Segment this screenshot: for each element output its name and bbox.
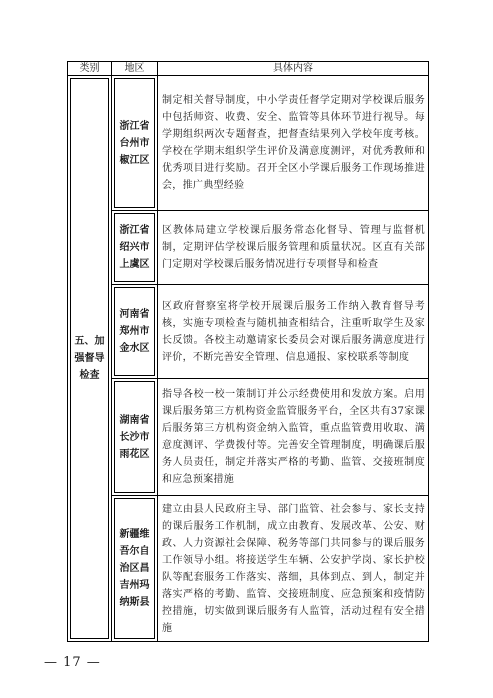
region-cell <box>112 496 158 642</box>
category-cell <box>68 76 112 642</box>
region-label: 湖南省长沙市雨花区 <box>119 414 150 460</box>
content-cell <box>158 76 429 211</box>
region-label: 新疆维吾尔自治区昌吉州玛纳斯县 <box>119 529 150 608</box>
region-label: 浙江省绍兴市上虞区 <box>119 225 150 270</box>
table-row <box>68 379 429 496</box>
content-cell <box>158 496 429 642</box>
table-row <box>68 496 429 642</box>
content-text: 指导各校一校一策制订并公示经费使用和发放方案。启用课后服务第三方机构资金监管服务平台，全区共有37家课后服务第三方机构资金纳入监管，重点监管费用收取、满意度测评、学费拨付等。完善安全管理制度，明确课后服务人员责任，制定并落实严格的考勤、监管、交接班制度和应急预案措施 <box>162 389 425 485</box>
header-region: 地区 <box>112 62 158 76</box>
region-cell <box>112 76 158 211</box>
table-row <box>68 285 429 379</box>
region-cell <box>112 379 158 496</box>
table-header-row <box>68 62 429 76</box>
content-cell <box>158 285 429 379</box>
content-text: 建立由县人民政府主导、部门监管、社会参与、家长支持的课后服务工作机制，成立由教育、发展改革、公安、财政、人力资源社会保障、税务等部门共同参与的课后服务工作领导小组。将接送学生车辆、公安护学岗、家长护校队等配套服务工作落实、落细，具体到点、到人，制定并落实严格的考勤、监管、交接班制度、应急预案和疫情防控措施，切实做到课后服务有人监管，活动过程有安全措施 <box>162 503 425 634</box>
table-row <box>68 76 429 211</box>
content-text: 制定相关督导制度，中小学责任督学定期对学校课后服务中包括师资、收费、安全、监管等具体环节进行视导。每学期组织两次专题督查，把督查结果列入学校年度考核。学校在学期末组织学生评价及满意度测评，对优秀教师和优秀项目进行奖励。召开全区小学课后服务工作现场推进会，推广典型经验 <box>162 95 425 191</box>
content-cell <box>158 379 429 496</box>
table-row <box>68 211 429 285</box>
region-label: 河南省郑州市金水区 <box>119 309 150 354</box>
content-text: 区教体局建立学校课后服务常态化督导、管理与监督机制，定期评估学校课后服务管理和质量状况。区直有关部门定期对学校课后服务情况进行专项督导和检查 <box>162 225 425 270</box>
region-cell <box>112 211 158 285</box>
content-cell <box>158 211 429 285</box>
region-cell <box>112 285 158 379</box>
page-number: — 17 — <box>44 655 101 670</box>
header-content: 具体内容 <box>158 62 429 76</box>
region-label: 浙江省台州市椒江区 <box>119 120 150 166</box>
content-text: 区政府督察室将学校开展课后服务工作纳入教育督导考核，实施专项检查与随机抽查相结合，注重听取学生及家长反馈。各校主动邀请家长委员会对课后服务满意度进行评价，不断完善安全管理、信息通报、家校联系等制度 <box>162 300 425 363</box>
header-category: 类别 <box>68 62 112 76</box>
policy-table <box>67 61 429 642</box>
category-label: 五、加强督导检查 <box>74 336 105 381</box>
